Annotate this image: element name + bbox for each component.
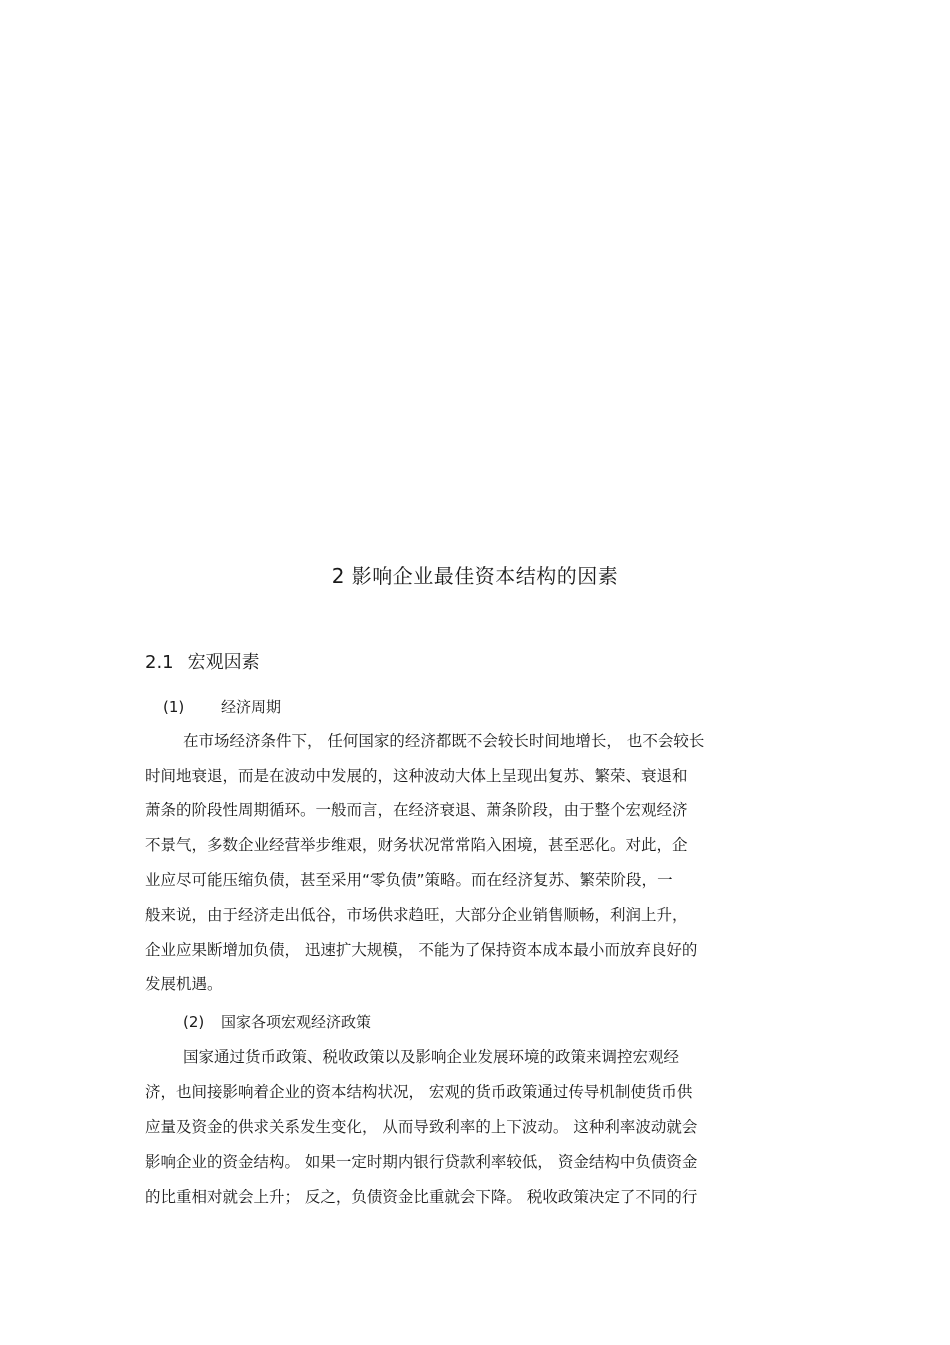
- paragraph-line: 的比重相对就会上升； 反之，负债资金比重就会下降。 税收政策决定了不同的行: [145, 1188, 698, 1206]
- paragraph-line: 不景气，多数企业经营举步维艰，财务状况常常陷入困境，甚至恶化。对此，企: [145, 836, 688, 854]
- subsection-heading-2: [183, 1011, 371, 1032]
- subsection-heading-1: [163, 696, 281, 717]
- paragraph-line: 企业应果断增加负债， 迅速扩大规模， 不能为了保持资本成本最小而放弃良好的: [145, 941, 698, 959]
- paragraph-line: 在市场经济条件下， 任何国家的经济都既不会较长时间地增长， 也不会较长: [183, 732, 705, 750]
- paragraph-line: 济，也间接影响着企业的资本结构状况， 宏观的货币政策通过传导机制使货币供: [145, 1083, 693, 1101]
- chapter-title: 2 影响企业最佳资本结构的因素: [331, 564, 619, 588]
- subsection-title: 经济周期: [221, 698, 282, 716]
- paragraph-line: 发展机遇。: [145, 975, 223, 993]
- subsection-marker: (2): [183, 1013, 205, 1031]
- paragraph-line: 业应尽可能压缩负债，甚至采用“零负债”策略。而在经济复苏、繁荣阶段，一: [145, 871, 673, 889]
- section-title: 宏观因素: [187, 652, 260, 673]
- section-number: 2.1: [145, 652, 174, 673]
- paragraph-line: 影响企业的资金结构。 如果一定时期内银行贷款利率较低， 资金结构中负债资金: [145, 1153, 698, 1171]
- paragraph-line: 般来说，由于经济走出低谷，市场供求趋旺，大部分企业销售顺畅，利润上升，: [145, 906, 688, 924]
- paragraph-line: 时间地衰退，而是在波动中发展的，这种波动大体上呈现出复苏、繁荣、衰退和: [145, 767, 688, 785]
- subsection-marker: (1): [163, 698, 185, 716]
- subsection-title: 国家各项宏观经济政策: [221, 1013, 372, 1031]
- paragraph-line: 国家通过货币政策、税收政策以及影响企业发展环境的政策来调控宏观经: [183, 1048, 680, 1066]
- paragraph-line: 萧条的阶段性周期循环。一般而言，在经济衰退、萧条阶段，由于整个宏观经济: [145, 801, 688, 819]
- paragraph-line: 应量及资金的供求关系发生变化， 从而导致利率的上下波动。 这种利率波动就会: [145, 1118, 698, 1136]
- section-heading: [145, 648, 260, 674]
